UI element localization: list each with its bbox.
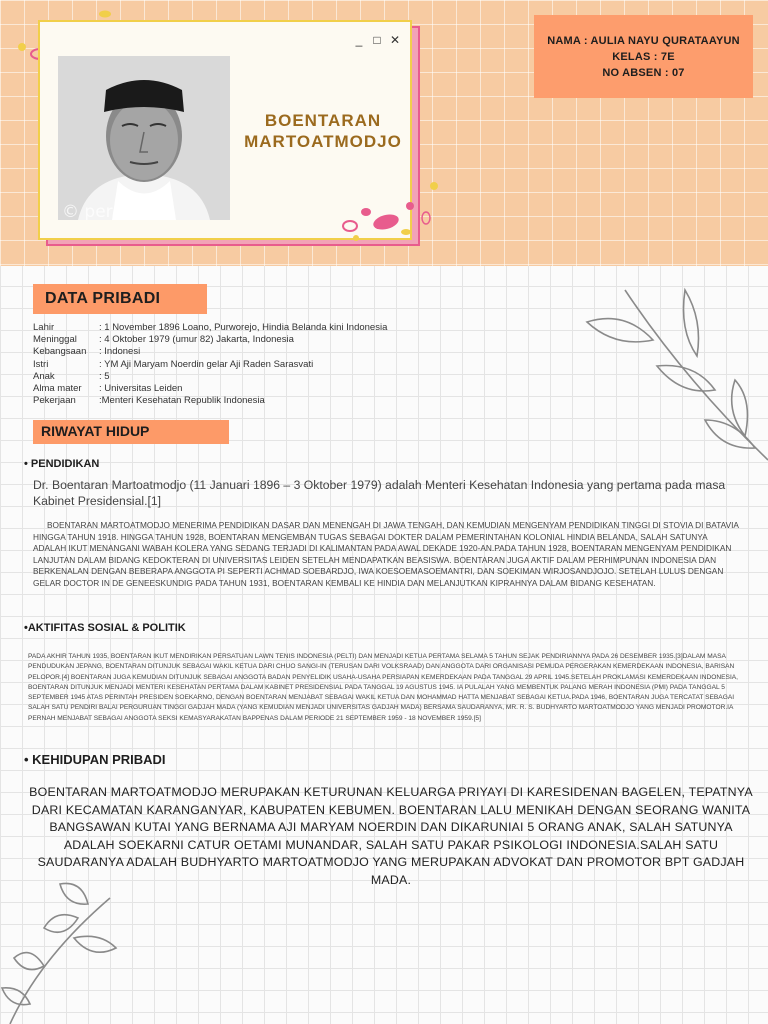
- info-row: [33, 322, 387, 334]
- info-value: : 4 Oktober 1979 (umur 82) Jakarta, Indonesia: [99, 334, 294, 346]
- info-value: : Universitas Leiden: [99, 383, 183, 395]
- info-key: Alma mater: [33, 383, 82, 395]
- info-value: :Menteri Kesehatan Republik Indonesia: [99, 395, 265, 407]
- info-key: Istri: [33, 358, 49, 370]
- portrait-illustration: [58, 56, 230, 220]
- minimize-icon[interactable]: _: [355, 33, 363, 47]
- section-title-data-pribadi: DATA PRIBADI: [33, 284, 207, 314]
- info-value: : YM Aji Maryam Noerdin gelar Aji Raden Sarasvati: [99, 358, 314, 370]
- confetti-decoration-bottom: [326, 180, 446, 254]
- pendidikan-paragraph: [33, 520, 741, 590]
- subheading-aktifitas: •AKTIFITAS SOSIAL & POLITIK: [24, 622, 186, 634]
- student-name: NAMA : AULIA NAYU QURATAAYUN: [547, 34, 740, 47]
- personal-data-table: [33, 322, 387, 407]
- info-key: Lahir: [33, 322, 55, 333]
- window-controls: [354, 34, 400, 46]
- info-value: : Indonesi: [99, 346, 141, 358]
- info-row: [33, 334, 387, 346]
- info-row: [33, 359, 387, 371]
- info-row: [33, 371, 387, 383]
- title-line-2: MARTOATMODJO: [244, 132, 402, 151]
- portrait-photo: [58, 56, 230, 220]
- lead-paragraph: Dr. Boentaran Martoatmodjo (11 Januari 1896 – 3 Oktober 1979) adalah Menteri Kesehatan Indonesia yang pertama pada masa Kabinet Presidensial.[1]: [33, 478, 726, 508]
- pendidikan-text: BOENTARAN MARTOATMODJO MENERIMA PENDIDIKAN DASAR DAN MENENGAH DI JAWA TENGAH, DAN KEMUDIAN MENGENYAM PENDIDIKAN TINGGI DI STOVIA DI BATAVIA HINGGA TAHUN 1918. HINGGA TAHUN 1928, BOENTARAN MENGEMBAN TUGAS SEBAGAI DOKTER DALAM PEMERINTAHAN KOLONIAL HINDIA BELANDA, SALAH SATUNYA ADALAH IKUT MENANGANI WABAH KOLERA YANG SEDANG TERJADI DI KALIMANTAN PADA AWAL DEKADE 1920-AN.PADA TAHUN 1928, BOENTARAN MENGENYAM PENDIDIKAN LANJUTAN DALAM BIDANG KEDOKTERAN DI UNIVERSITAS LEIDEN SETELAH MENDAPATKAN BEASISWA. BOENTARAN JUGA AKTIF DALAM PERHIMPUNAN INDONESIA DAN BERKENALAN DENGAN BEBERAPA ANGGOTA PI SEPERTI ACHMAD SOEBARDJO, IWA KOESOEMASOEMANTRI, DAN SOEKIMAN WIRJOSANDJOJO. SETELAH LULUS DENGAN GELAR DOCTOR IN DE GENEESKUNDIG PADA TAHUN 1931, BOENTARAN KEMBALI KE HINDIA DAN MELANJUTKAN KIPRAHNYA DALAM BIDANG KESEHATAN.: [33, 520, 739, 588]
- photo-watermark: © perpusnas: [62, 202, 174, 220]
- kehidupan-paragraph: BOENTARAN MARTOATMODJO MERUPAKAN KETURUNAN KELUARGA PRIYAYI DI KARESIDENAN BAGELEN, TEPATNYA DARI KECAMATAN KARANGANYAR, KABUPATEN KEBUMEN. BOENTARAN LALU MENIKAH DENGAN SEORANG WANITA BANGSAWAN KUTAI YANG BERNAMA AJI MARYAM NOERDIN DAN DIKARUNIAI 5 ORANG ANAK, SALAH SATUNYA ADALAH SOEKARNI CATUR OETAMI MUNANDAR, SALAH SATU PAKAR PSIKOLOGI INDONESIA.SALAH SATU SAUDARANYA ADALAH BUDHYARTO MARTOATMODJO YANG MERUPAKAN ADVOKAT DAN PROMOTOR BPT GADJAH MADA.: [29, 785, 753, 887]
- close-icon[interactable]: ✕: [390, 33, 401, 47]
- aktifitas-paragraph: PADA AKHIR TAHUN 1935, BOENTARAN IKUT MENDIRIKAN PERSATUAN LAWN TENIS INDONESIA (PELTI) DAN MENJADI KETUA PERTAMA SELAMA 5 TAHUN SEJAK PENDIRIANNYA PADA 26 DESEMBER 1935.[3]DALAM MASA PENDUDUKAN JEPANG, BOENTARAN DITUNJUK SEBAGAI WAKIL KETUA DARI CHUO SANGI-IN (TERUSAN DARI VOLKSRAAD) DAN ANGGOTA DARI ORGANISASI PEMUDA PERGERAKAN KEMERDEKAAN INDONESIA, BARISAN PELOPOR.[4] BOENTARAN JUGA KEMUDIAN DITUNJUK SEBAGAI ANGGOTA BADAN PENYELIDIK USAHA-USAHA PERSIAPAN KEMERDEKAAN PADA TANGGAL 29 APRIL 1945.SETELAH PROKLAMASI KEMERDEKAAN INDONESIA, BOENTARAN DITUNJUK MENJADI MENTERI KESEHATAN PERTAMA DALAM KABINET PRESIDENSIAL PADA TANGGAL 19 AGUSTUS 1945. IA PULALAH YANG MEMBENTUK PALANG MERAH INDONESIA (PMI) PADA TANGGAL 5 SEPTEMBER 1945 ATAS PERINTAH PRESIDEN SOEKARNO, DENGAN BOENTARAN MENJABAT SEBAGAI WAKIL KETUA DAN MOHAMMAD HATTA MENJABAT SEBAGAI KETUA.PADA 1946, BOENTARAN JUGA TERCATAT SEBAGAI SALAH SATU PENDIRI BALAI PERGURUAN TINGGI GADJAH MADA (YANG KEMUDIAN MENJADI UNIVERSITAS GADJAH MADA) BERSAMA SAUDARANYA, MR. R. S. BUDHYARTO MARTOATMODJO YANG MENJADI PROMOTOR.IA PERNAH MENJABAT SEBAGAI ANGGOTA SEKSI KEMASYARAKATAN BAPPENAS DALAM PERIODE 21 SEPTEMBER 1959 - 18 NOVEMBER 1959.[5]: [28, 653, 739, 722]
- info-row: [33, 383, 387, 395]
- info-value: : 5: [99, 370, 110, 382]
- info-key: Meninggal: [33, 334, 77, 346]
- leaf-branch-icon: [0, 878, 120, 1024]
- student-class: KELAS : 7E: [612, 50, 675, 63]
- subheading-pendidikan: • PENDIDIKAN: [24, 458, 100, 470]
- leaf-branch-icon: [585, 270, 768, 490]
- info-value: : 1 November 1896 Loano, Purworejo, Hindia Belanda kini Indonesia: [99, 322, 388, 333]
- person-name-title: [238, 110, 408, 152]
- info-key: Anak: [33, 370, 55, 382]
- info-row: [33, 346, 387, 358]
- maximize-icon[interactable]: □: [373, 33, 381, 47]
- student-id-card: [534, 15, 753, 98]
- info-key: Pekerjaan: [33, 395, 76, 407]
- section-title-riwayat-hidup: RIWAYAT HIDUP: [33, 420, 229, 444]
- student-number: NO ABSEN : 07: [602, 66, 685, 79]
- subheading-kehidupan: • KEHIDUPAN PRIBADI: [24, 752, 166, 767]
- info-row: [33, 395, 387, 407]
- title-line-1: BOENTARAN: [264, 111, 382, 130]
- info-key: Kebangsaan: [33, 346, 87, 358]
